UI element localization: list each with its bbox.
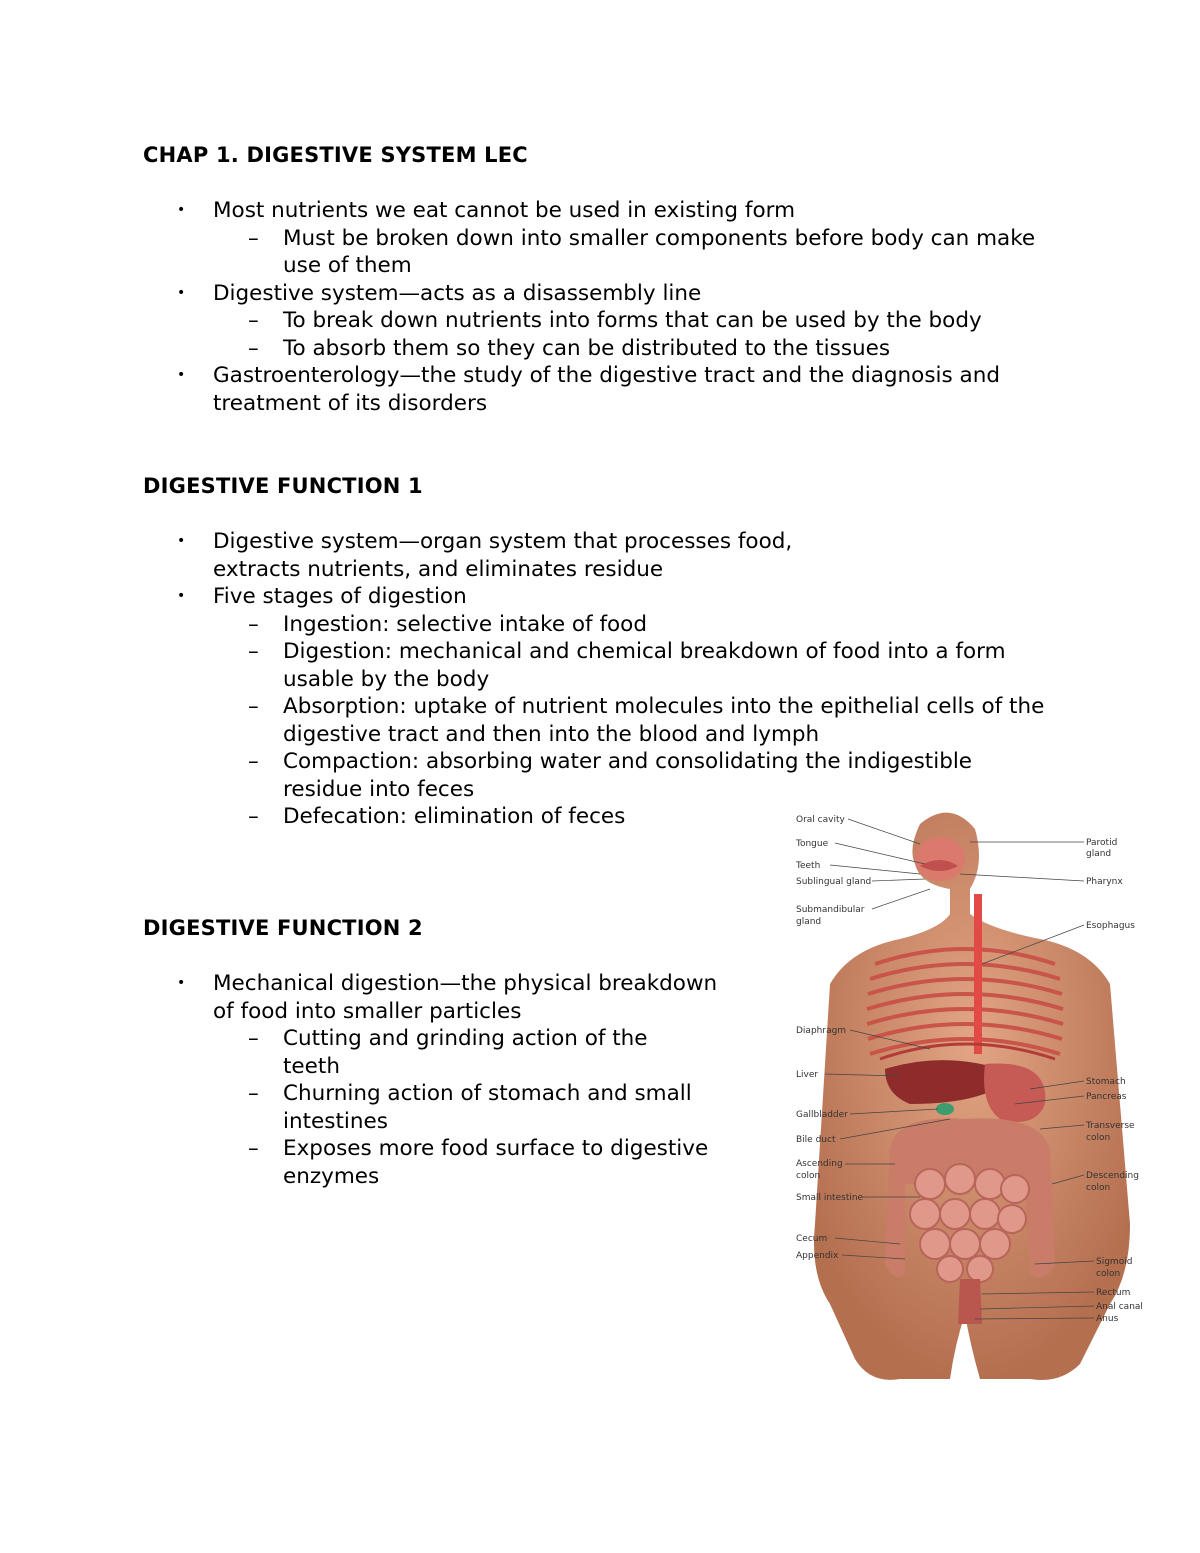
digestive-system-illustration [790,804,1150,1384]
list-item: – Exposes more food surface to digestive enzymes [143,1135,763,1190]
figure-label: Parotid [1086,838,1118,848]
figure-label: Pancreas [1086,1092,1127,1102]
oral-cavity [915,837,965,881]
figure-label: Appendix [796,1251,839,1261]
figure-label: Sublingual gland [796,877,872,887]
figure-label: Bile duct [796,1135,836,1145]
list-item: • Digestive system—acts as a disassembly line [143,280,1063,308]
list-item: • Digestive system—organ system that processes food, extracts nutrients, and eliminates residue [143,528,1053,583]
figure-label: gland [1086,849,1112,859]
rectum [958,1279,982,1324]
figure-label: Liver [796,1070,819,1080]
figure-label: Rectum [1096,1288,1131,1298]
list-item: – Churning action of stomach and small intestines [143,1080,763,1135]
figure-label: Ascending [796,1159,843,1169]
figure-label: Small intestine [796,1193,864,1203]
figure-label: Submandibular [796,905,865,915]
figure-label: Gallbladder [796,1110,848,1120]
list-item: – Digestion: mechanical and chemical breakdown of food into a form usable by the body [143,638,1053,693]
gallbladder [936,1103,954,1115]
figure-label: Anal canal [1096,1302,1143,1312]
figure-label: Cecum [796,1234,828,1244]
figure-label: Esophagus [1086,921,1135,931]
figure-label: Teeth [796,861,821,871]
figure-label: Descending [1086,1171,1139,1181]
section-heading-chap1: CHAP 1. DIGESTIVE SYSTEM LEC [143,143,528,167]
figure-label: Transverse [1086,1121,1135,1131]
list-item: • Gastroenterology—the study of the digestive tract and the diagnosis and treatment of its disorders [143,362,1063,417]
esophagus [974,894,982,1054]
list-item: – Cutting and grinding action of the teeth [143,1025,763,1080]
list-item: – Absorption: uptake of nutrient molecules into the epithelial cells of the digestive tract and then into the blood and lymph [143,693,1053,748]
section-list-function2 [143,970,763,1190]
list-item: – Must be broken down into smaller components before body can make use of them [143,225,1063,280]
figure-label: Stomach [1086,1077,1126,1087]
figure-label: Pharynx [1086,877,1123,887]
figure-label: colon [1096,1269,1121,1279]
figure-label: colon [796,1171,821,1181]
figure-label: Diaphragm [796,1026,847,1036]
list-item: – Defecation: elimination of feces [143,803,1053,831]
section-list-chap1 [143,197,1063,417]
figure-label: Anus [1096,1314,1119,1324]
figure-label: colon [1086,1183,1111,1193]
section-heading-function1: DIGESTIVE FUNCTION 1 [143,474,423,498]
figure-label: Tongue [796,839,829,849]
list-item: – To absorb them so they can be distributed to the tissues [143,335,1063,363]
figure-label: gland [796,917,822,927]
section-list-function1 [143,528,1053,831]
list-item: • Five stages of digestion [143,583,1053,611]
anatomy-svg [790,804,1150,1384]
list-item: • Mechanical digestion—the physical breakdown of food into smaller particles [143,970,763,1025]
section-heading-function2: DIGESTIVE FUNCTION 2 [143,916,423,940]
figure-label: colon [1086,1133,1111,1143]
list-item: – Compaction: absorbing water and consolidating the indigestible residue into feces [143,748,1053,803]
figure-label: Oral cavity [796,815,845,825]
list-item: – Ingestion: selective intake of food [143,611,1053,639]
list-item: • Most nutrients we eat cannot be used in existing form [143,197,1063,225]
list-item: – To break down nutrients into forms that can be used by the body [143,307,1063,335]
figure-label: Sigmoid [1096,1257,1133,1267]
